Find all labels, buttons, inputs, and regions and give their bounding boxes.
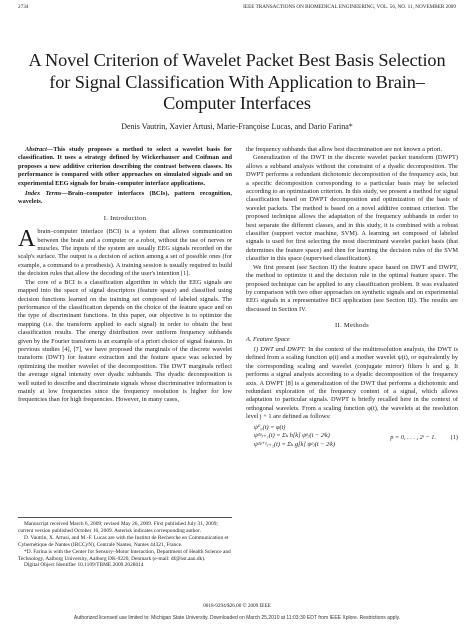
intro-paragraph-1 — [18, 228, 232, 278]
subsection-heading-feature-space: A. Feature Space — [246, 335, 290, 343]
section-heading-introduction: I. Introduction — [103, 214, 147, 222]
authorized-use-notice: Authorized licensed use limited to: Michigan State University. Downloaded on March 25,2010 at 11:03:30 EDT from IEEE Xplore. Restrictions apply. — [73, 615, 401, 621]
index-terms-text: —Brain–computer interfaces (BCIs), pattern recognition, wavelets. — [18, 190, 232, 206]
page-number: 2734 — [18, 4, 29, 10]
equation-line-2: ψ²ᵖⱼ₊₁(t) = Σₖ h[k] ψᵖⱼ(t − 2ʲk) — [254, 432, 330, 440]
equation-number: (1) — [450, 433, 458, 441]
paper-authors: Denis Vautrin, Xavier Artusi, Marie-Françoise Lucas, and Dario Farina* — [121, 122, 353, 131]
abstract-text: —This study proposes a method to select a wavelet basis for classification. It uses a strategy defined by Wickerhauser and Coifman and proposes a new additive criterion describing the contrast between classes. Its performance is compared with other approaches on simulated signals and on experimental EEG signals for brain–computer interface applications. — [18, 146, 232, 187]
intro-paragraph-2: The core of a BCI is a classification algorithm in which the EEG signals are mapped into the space of signal descriptors (feature space) and classified using decision functions learned on the training set composed of labeled signals. The performance of the classification depends on the choice of the feature space and on the type of discriminant functions. In this paper, our objective is to optimize the mapping (i.e. the transform applied to each signal) in order to obtain the best classification results. The energy distribution over uniform frequency subbands given by the Fourier transform is an example of a priori choice of signal features. In previous studies [4], [7], we have proposed the marginals of the discrete wavelet transform (DWT) for feature extraction and the feature space was selected by optimizing the mother wavelet of the decomposition. The DWT marginals reflect the average signal intensity over dyadic subbands. The dyadic decomposition is well suited to describe and discriminate signals whose discriminative information is mainly at low frequencies since the frequency resolution is higher for low frequencies than for high frequencies. However, in many cases, — [18, 278, 232, 404]
copyright-line: 0018-9294/$26.00 © 2009 IEEE — [203, 603, 271, 609]
right-column — [246, 146, 458, 449]
dwt-dwpt-paragraph — [246, 346, 458, 422]
footnote-affiliation-1: D. Vautrin, X. Artusi, and M.-F. Lucas are with the Institut de Recherche en Communication et Cybernétique de Nantes (IRCCyN), Centrale Nantes, Nantes 44321, France. — [18, 534, 229, 548]
footnotes — [18, 517, 232, 569]
section-heading-methods: II. Methods — [334, 322, 370, 330]
drop-cap: A — [18, 226, 36, 253]
equation-condition: p = 0, . . . , 2ʲ − 1. — [390, 433, 436, 441]
equation-line-3: ψ²ᵖ⁺¹ⱼ₊₁(t) = Σₖ g[k] ψᵖⱼ(t − 2ʲk) — [254, 440, 336, 448]
abstract-label: Abstract — [25, 146, 47, 153]
index-terms-label: Index Terms — [25, 190, 62, 198]
journal-header: IEEE TRANSACTIONS ON BIOMEDICAL ENGINEERING, VOL. 56, NO. 11, NOVEMBER 2009 — [243, 4, 456, 10]
equation-1 — [254, 424, 458, 450]
dwt-dwpt-title: 1) DWT and DWPT: — [253, 345, 307, 353]
abstract — [18, 146, 232, 188]
right-paragraph-3: We first present (see Section II) the feature space based on DWT and DWPT, the method to optimize it and the decision rule in the optimal feature space. The proposed technique can be applied to any classification problem. It was evaluated by comparison with two other approaches on synthetic signals and on experimental EEG signals in a representative BCI application (see Section III). The results are discussed in Section IV. — [246, 263, 458, 313]
index-terms — [18, 190, 232, 207]
footnote-manuscript: Manuscript received March 6, 2009; revised May 26, 2009. First published July 31, 2009; current version published October 16, 2009. Asterisk indicates corresponding author. — [18, 521, 218, 534]
footnote-affiliation-2: *D. Farina is with the Center for Sensory–Motor Interaction, Department of Health Science and Technology, Aalborg University, Aalborg DK-9220, Denmark (e-mail: df@hst.aau.dk). — [18, 548, 231, 562]
paper-title: A Novel Criterion of Wavelet Packet Best Basis Selection for Signal Classification With Application to Brain–Computer Interfaces — [28, 50, 446, 113]
right-paragraph-1: the frequency subbands that allow best discrimination are not known a priori. — [246, 146, 443, 153]
right-paragraph-2: Generalization of the DWT in the discrete wavelet packet transform (DWPT) allows a subband analysis without the constraint of a dyadic decomposition. The DWPT performs a redundant dichotomic decomposition of the frequency axis, but a specific decomposition corresponding to a particular basis may be selected according to an optimization criterion. In this study, we present a method for signal classification based on DWPT decomposition and optimization of the basis of wavelet packets. The method is based on a novel additive contrast criterion. The proposed technique allows the adaptation of the frequency subbands in order to best separate the different classes, and in this study, it is combined with a robust classifier (support vector machine, SVM). A learning set composed of labeled signals is used for first selecting the most discriminant wavelet packet basis (that determines the feature space) and then for learning the decision rules of the SVM classifier in this space (supervised classification). — [246, 154, 458, 263]
intro-p1-text: brain–computer interface (BCI) is a system that allows communication between the brain and a computer or a robot, without the use of nerves or muscles. The inputs of the system are usually EEG signals recorded on the scalp's surface. The output is a decision of action among a set of possible ones (for example, a command to a prosthesis). A training session is usually required to build the decision rules that allow the decoding of the user's intention [1]. — [18, 228, 232, 278]
footnote-doi: Digital Object Identifier 10.1109/TBME.2009.2028014 — [24, 562, 144, 569]
equation-line-1: ψ⁰₀(t) = φ(t) — [254, 423, 286, 431]
dwt-dwpt-text: In the context of the multiresolution analysis, the DWT is defined from a scaling function φ(t) and a mother wavelet ψ(t), or equivalently by the corresponding scaling and wavelet (conjugate mirror) filters h and g. It performs a signal analysis according to a dyadic decomposition of the frequency axis. A DWPT [8] is a generalization of the DWT that performs a dichotomic and redundant exploration of the frequency content of a signal, which allows adaptation to particular signals. DWPT is briefly recalled here in the context of orthogonal wavelets. From a scaling function φ(t), the wavelets at the resolution level j + 1 are defined as follows: — [246, 345, 458, 421]
left-column — [18, 146, 232, 405]
running-header — [18, 4, 456, 14]
